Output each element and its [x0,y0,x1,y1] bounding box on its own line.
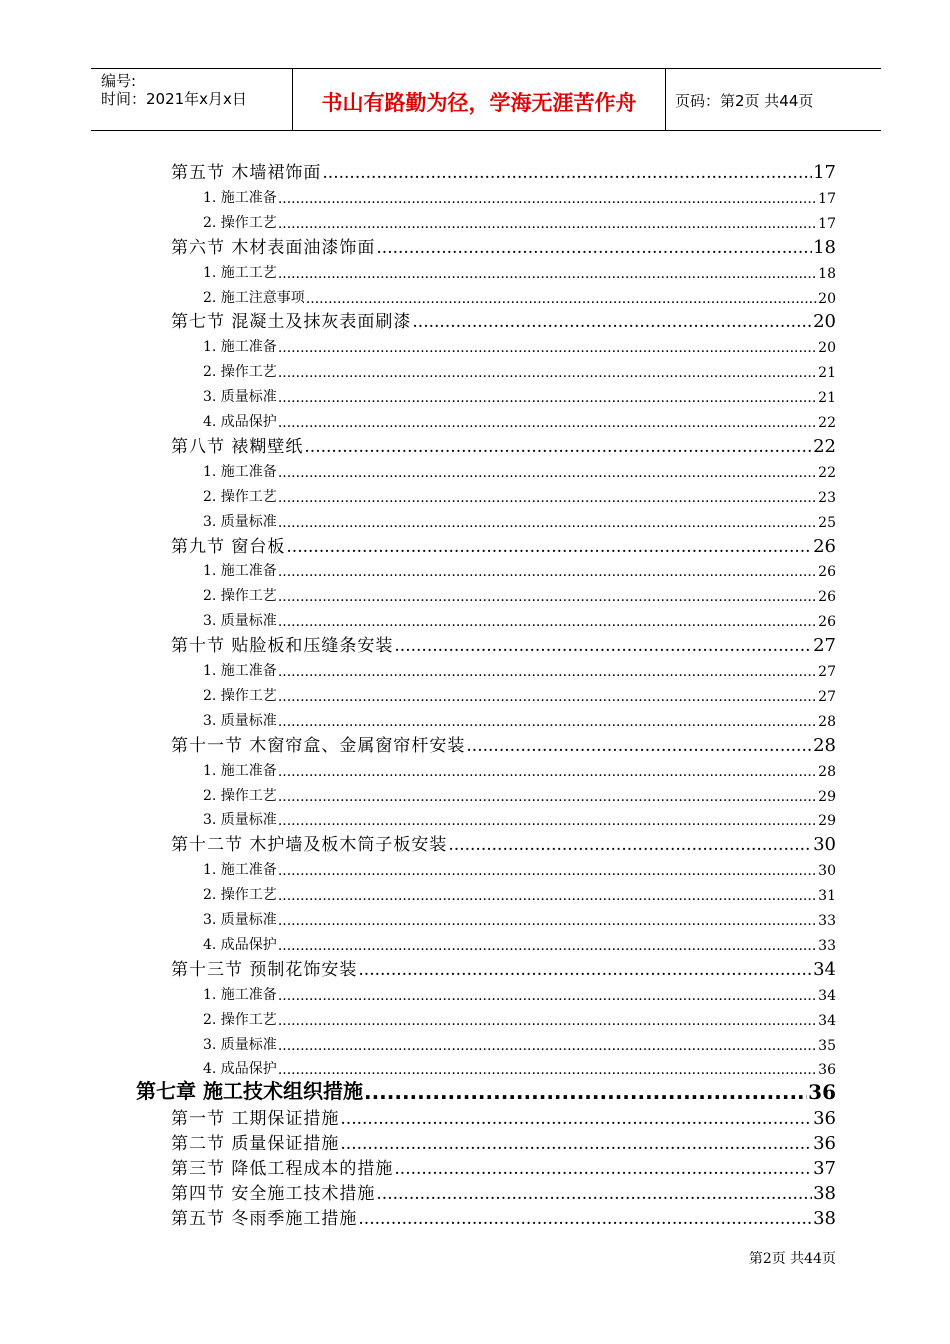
footer-page-number: 第2页 共44页 [748,1251,836,1267]
toc-entry-label: 第九节 窗台板 [171,536,286,557]
toc-entry-label: 1. 施工准备 [203,862,277,879]
toc-page-number: 27 [818,688,836,705]
toc-leader-dots [304,437,812,457]
toc-entry-label: 1. 施工准备 [203,189,277,206]
toc-entry-label: 3. 质量标准 [203,912,277,928]
toc-entry-label: 第七章 施工技术组织措施 [136,1079,363,1104]
toc-section-entry[interactable] [171,307,836,332]
toc-page-number: 20 [813,311,836,333]
toc-leader-dots [466,736,812,756]
toc-item-entry[interactable] [203,511,836,531]
toc-item-entry[interactable] [203,585,836,605]
toc-leader-dots [340,1109,812,1129]
toc-page-number: 28 [813,734,836,756]
toc-entry-label: 第五节 木墙裙饰面 [171,163,322,183]
toc-entry-label: 3. 质量标准 [203,613,277,630]
toc-item-entry[interactable] [203,262,836,282]
header-page-number: 页码：第2页 共44页 [675,92,814,110]
toc-page-number: 35 [818,1037,836,1054]
toc-leader-dots [278,266,817,282]
toc-entry-label: 4. 成品保护 [203,1061,277,1078]
toc-leader-dots [278,664,817,680]
toc-leader-dots [278,988,817,1004]
toc-page-number: 21 [818,390,836,407]
code-label: 编号: [101,72,137,90]
toc-entry-label: 1. 施工准备 [203,762,277,779]
toc-page-number: 18 [813,236,836,258]
toc-leader-dots [278,813,817,829]
toc-item-entry[interactable] [203,660,836,680]
toc-leader-dots [278,216,817,232]
toc-page-number: 34 [818,1012,836,1029]
toc-leader-dots [364,1080,807,1104]
toc-entry-label: 1. 施工准备 [203,339,277,356]
toc-page-number: 22 [813,435,836,457]
toc-entry-label: 1. 施工准备 [203,986,277,1003]
toc-item-entry[interactable] [203,560,836,580]
toc-item-entry[interactable] [203,785,836,805]
toc-entry-label: 第四节 安全施工技术措施 [171,1183,376,1204]
toc-page-number: 36 [818,1062,836,1079]
toc-section-entry[interactable] [171,233,836,258]
toc-entry-label: 2. 操作工艺 [203,588,277,605]
toc-entry-label: 第二节 质量保证措施 [171,1134,340,1155]
toc-item-entry[interactable] [203,710,836,730]
toc-entry-label: 4. 成品保护 [203,414,277,430]
toc-leader-dots [306,291,817,307]
toc-page-number: 26 [818,614,836,631]
toc-page-number: 18 [818,265,836,282]
time-label: 时间：2021年x月x日 [101,90,247,108]
toc-section-entry[interactable] [171,830,836,855]
toc-entry-label: 2. 操作工艺 [203,488,277,505]
toc-page-number: 22 [818,464,836,481]
toc-entry-label: 第十节 贴脸板和压缝条安装 [171,636,394,657]
toc-section-entry[interactable] [171,1154,836,1179]
toc-leader-dots [278,888,817,904]
toc-page-number: 26 [818,589,836,606]
toc-leader-dots [358,1209,812,1229]
toc-entry-label: 2. 操作工艺 [203,887,277,904]
toc-entry-label: 2. 操作工艺 [203,214,277,231]
toc-page-number: 26 [813,535,836,557]
toc-page-number: 28 [818,763,836,780]
toc-item-entry[interactable] [203,859,836,879]
toc-leader-dots [394,636,812,656]
toc-leader-dots [278,515,817,531]
toc-item-entry[interactable] [203,934,836,954]
toc-item-entry[interactable] [203,685,836,705]
toc-leader-dots [278,564,817,580]
toc-leader-dots [278,1013,817,1029]
header-meta-cell [91,69,292,130]
toc-page-number: 37 [813,1158,836,1179]
toc-page-number: 31 [818,888,836,905]
toc-leader-dots [278,191,817,207]
toc-item-entry[interactable] [203,809,836,829]
toc-entry-label: 3. 质量标准 [203,712,277,729]
motto-text: 书山有路勤为径，学海无涯苦作舟 [321,91,637,115]
toc-leader-dots [376,1184,812,1204]
toc-page-number: 38 [813,1182,836,1204]
toc-page-number: 27 [818,664,836,680]
toc-item-entry[interactable] [203,486,836,506]
toc-leader-dots [278,764,817,780]
toc-entry-label: 4. 成品保护 [203,936,277,953]
toc-item-entry[interactable] [203,1034,836,1054]
toc-leader-dots [278,415,817,431]
toc-entry-label: 第十三节 预制花饰安装 [171,959,358,980]
toc-leader-dots [278,913,817,929]
toc-entry-label: 第五节 冬雨季施工措施 [171,1208,358,1229]
toc-page-number: 30 [818,863,836,880]
toc-leader-dots [278,938,817,954]
toc-entry-label: 3. 质量标准 [203,389,277,406]
toc-leader-dots [278,340,817,356]
toc-item-entry[interactable] [203,610,836,630]
header-motto-cell [292,69,666,130]
toc-entry-label: 3. 质量标准 [203,1036,277,1053]
toc-section-entry[interactable] [171,532,836,557]
toc-chapter-entry[interactable] [136,1075,836,1104]
toc-leader-dots [412,312,812,332]
toc-entry-label: 1. 施工准备 [203,463,277,480]
toc-leader-dots [286,537,812,557]
toc-page-number: 38 [813,1207,836,1229]
toc-item-entry[interactable] [203,909,836,929]
toc-entry-label: 第十一节 木窗帘盒、金属窗帘杆安装 [171,735,466,756]
toc-entry-label: 2. 操作工艺 [203,364,277,381]
toc-entry-label: 2. 操作工艺 [203,687,277,704]
toc-page-number: 30 [813,834,836,856]
toc-page-number: 33 [818,937,836,954]
toc-section-entry[interactable] [171,955,836,980]
toc-item-entry[interactable] [203,212,836,232]
toc-section-entry[interactable] [171,1179,836,1204]
toc-page-number: 36 [813,1108,836,1130]
toc-leader-dots [278,490,817,506]
toc-page-number: 29 [818,813,836,830]
toc-entry-label: 1. 施工工艺 [203,264,277,281]
toc-item-entry[interactable] [203,361,836,381]
toc-page-number: 25 [818,514,836,531]
toc-entry-label: 2. 操作工艺 [203,787,277,804]
toc-section-entry[interactable] [171,731,836,756]
toc-leader-dots [322,163,812,183]
toc-leader-dots [278,1038,817,1054]
toc-leader-dots [278,390,817,406]
toc-leader-dots [358,960,812,980]
toc-leader-dots [340,1134,812,1154]
toc-entry-label: 第六节 木材表面油漆饰面 [171,237,376,258]
toc-entry-label: 2. 操作工艺 [203,1011,277,1028]
toc-leader-dots [278,365,817,381]
toc-entry-label: 第八节 裱糊壁纸 [171,436,304,457]
toc-section-entry[interactable] [171,158,836,183]
toc-page-number: 23 [818,489,836,506]
toc-leader-dots [394,1159,812,1179]
toc-entry-label: 3. 质量标准 [203,513,277,530]
toc-page-number: 36 [813,1133,836,1155]
header-page-cell [665,69,881,130]
toc-page-number: 27 [813,635,836,657]
toc-leader-dots [278,789,817,805]
toc-page-number: 17 [818,215,836,232]
toc-page-number: 20 [818,290,836,307]
toc-item-entry[interactable] [203,1009,836,1029]
toc-page-number: 17 [813,162,836,183]
toc-entry-label: 第三节 降低工程成本的措施 [171,1159,394,1179]
toc-item-entry[interactable] [203,760,836,780]
toc-entry-label: 第十二节 木护墙及板木筒子板安装 [171,835,448,856]
toc-leader-dots [278,689,817,705]
toc-leader-dots [278,589,817,605]
toc-page-number: 20 [818,340,836,357]
toc-item-entry[interactable] [203,884,836,904]
toc-page-number: 34 [813,958,836,980]
toc-leader-dots [278,714,817,730]
toc-item-entry[interactable] [203,336,836,356]
toc-section-entry[interactable] [171,1129,836,1154]
toc-page-number: 26 [818,564,836,581]
toc-page-number: 33 [818,913,836,929]
toc-page-number: 34 [818,987,836,1004]
toc-entry-label: 1. 施工准备 [203,563,277,580]
toc-page-number: 21 [818,365,836,382]
toc-entry-label: 1. 施工准备 [203,663,277,679]
toc-leader-dots [278,614,817,630]
toc-page-number: 17 [818,190,836,207]
toc-leader-dots [448,835,812,855]
toc-entry-label: 第七节 混凝土及抹灰表面刷漆 [171,312,412,333]
toc-item-entry[interactable] [203,411,836,431]
toc-section-entry[interactable] [171,1104,836,1129]
toc-page-number: 29 [818,788,836,805]
toc-entry-label: 2. 施工注意事项 [203,289,305,306]
toc-item-entry[interactable] [203,984,836,1004]
toc-item-entry[interactable] [203,287,836,307]
toc-item-entry[interactable] [203,461,836,481]
toc-leader-dots [278,863,817,879]
page-header [91,68,881,131]
toc-entry-label: 3. 质量标准 [203,812,277,829]
toc-entry-label: 第一节 工期保证措施 [171,1109,340,1130]
toc-page-number: 22 [818,415,836,431]
toc-page-number: 28 [818,713,836,730]
toc-page-number: 36 [808,1080,836,1105]
toc-item-entry[interactable] [203,187,836,207]
toc-section-entry[interactable] [171,631,836,656]
toc-section-entry[interactable] [171,432,836,457]
toc-leader-dots [376,238,812,258]
toc-item-entry[interactable] [203,386,836,406]
toc-leader-dots [278,465,817,481]
toc-section-entry[interactable] [171,1204,836,1229]
